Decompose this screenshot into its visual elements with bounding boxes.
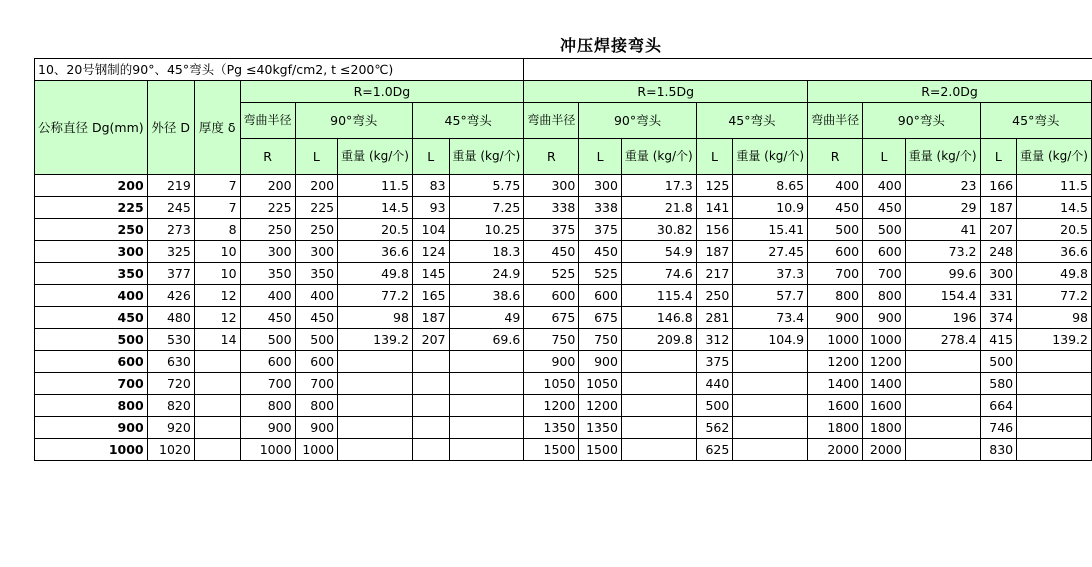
table-row: [35, 329, 1092, 351]
table-cell: 375: [696, 351, 733, 373]
header-r: R: [240, 139, 295, 175]
table-cell: 400: [240, 285, 295, 307]
header-dn: 公称直径 Dg(mm): [35, 81, 148, 175]
table-cell: 281: [696, 307, 733, 329]
table-cell: 10: [194, 263, 240, 285]
table-cell: 350: [295, 263, 338, 285]
table-cell: 17.3: [621, 175, 696, 197]
table-cell: 187: [980, 197, 1017, 219]
table-row: [35, 219, 1092, 241]
header-elbow45: 45°弯头: [412, 103, 523, 139]
table-cell: 415: [980, 329, 1017, 351]
table-row: [35, 439, 1092, 461]
table-cell: [905, 395, 980, 417]
table-cell: 600: [579, 285, 622, 307]
table-cell: 217: [696, 263, 733, 285]
table-cell: 1350: [579, 417, 622, 439]
table-cell: 525: [579, 263, 622, 285]
table-cell: 115.4: [621, 285, 696, 307]
header-od: 外径 D: [147, 81, 194, 175]
table-cell: [449, 417, 524, 439]
header-l: L: [980, 139, 1017, 175]
table-cell: 300: [295, 241, 338, 263]
table-cell: 250: [240, 219, 295, 241]
row-dn-cell: 450: [35, 307, 148, 329]
table-row: [35, 373, 1092, 395]
header-r: R: [808, 139, 863, 175]
table-cell: [412, 373, 449, 395]
table-cell: 125: [696, 175, 733, 197]
table-cell: 530: [147, 329, 194, 351]
table-cell: 141: [696, 197, 733, 219]
table-cell: 920: [147, 417, 194, 439]
table-cell: 900: [579, 351, 622, 373]
table-cell: 1000: [808, 329, 863, 351]
table-cell: [1017, 439, 1092, 461]
table-cell: 600: [863, 241, 906, 263]
table-cell: [621, 351, 696, 373]
table-cell: [621, 373, 696, 395]
table-cell: 500: [863, 219, 906, 241]
table-cell: [1017, 417, 1092, 439]
table-cell: 625: [696, 439, 733, 461]
table-cell: 248: [980, 241, 1017, 263]
row-dn-cell: 800: [35, 395, 148, 417]
row-dn-cell: 225: [35, 197, 148, 219]
table-row: [35, 263, 1092, 285]
elbow-spec-table: [34, 58, 1092, 461]
table-cell: [733, 439, 808, 461]
table-cell: 73.2: [905, 241, 980, 263]
header-elbow45: 45°弯头: [696, 103, 807, 139]
table-cell: 300: [240, 241, 295, 263]
table-cell: [194, 351, 240, 373]
table-cell: 377: [147, 263, 194, 285]
table-cell: 36.6: [338, 241, 413, 263]
table-cell: 338: [579, 197, 622, 219]
table-cell: 500: [240, 329, 295, 351]
table-cell: 500: [980, 351, 1017, 373]
table-cell: 74.6: [621, 263, 696, 285]
table-row: [35, 417, 1092, 439]
header-row-1: [35, 81, 1092, 103]
elbow-table-container: [34, 58, 1092, 461]
table-cell: 250: [295, 219, 338, 241]
table-cell: 450: [524, 241, 579, 263]
table-cell: [905, 439, 980, 461]
table-cell: 562: [696, 417, 733, 439]
table-cell: 820: [147, 395, 194, 417]
table-cell: [412, 395, 449, 417]
table-cell: 1200: [579, 395, 622, 417]
table-cell: [412, 439, 449, 461]
table-cell: 30.82: [621, 219, 696, 241]
table-cell: 1600: [863, 395, 906, 417]
table-cell: [412, 417, 449, 439]
table-cell: 312: [696, 329, 733, 351]
header-bend-radius: 弯曲半径: [240, 103, 295, 139]
table-row: [35, 197, 1092, 219]
table-body: [35, 59, 1092, 461]
table-cell: [449, 395, 524, 417]
table-cell: [338, 417, 413, 439]
table-cell: 41: [905, 219, 980, 241]
table-cell: 209.8: [621, 329, 696, 351]
table-cell: 11.5: [1017, 175, 1092, 197]
table-cell: 400: [808, 175, 863, 197]
table-cell: 187: [696, 241, 733, 263]
table-cell: 900: [863, 307, 906, 329]
table-cell: 8.65: [733, 175, 808, 197]
table-cell: 350: [240, 263, 295, 285]
note-row-blank: [524, 59, 1092, 81]
table-cell: [621, 395, 696, 417]
table-cell: 450: [808, 197, 863, 219]
table-cell: 20.5: [1017, 219, 1092, 241]
header-l: L: [863, 139, 906, 175]
table-cell: 49.8: [1017, 263, 1092, 285]
table-cell: 166: [980, 175, 1017, 197]
table-cell: 139.2: [1017, 329, 1092, 351]
table-cell: 1000: [863, 329, 906, 351]
table-cell: 165: [412, 285, 449, 307]
table-cell: 124: [412, 241, 449, 263]
table-cell: [905, 351, 980, 373]
table-cell: [1017, 351, 1092, 373]
row-dn-cell: 350: [35, 263, 148, 285]
table-cell: [338, 439, 413, 461]
table-cell: 154.4: [905, 285, 980, 307]
table-row: [35, 395, 1092, 417]
table-cell: 450: [863, 197, 906, 219]
table-cell: 77.2: [1017, 285, 1092, 307]
row-dn-cell: 900: [35, 417, 148, 439]
table-cell: 900: [295, 417, 338, 439]
header-group-r20: R=2.0Dg: [808, 81, 1092, 103]
table-cell: 27.45: [733, 241, 808, 263]
row-dn-cell: 500: [35, 329, 148, 351]
table-cell: 1050: [524, 373, 579, 395]
table-cell: 54.9: [621, 241, 696, 263]
header-elbow90: 90°弯头: [295, 103, 412, 139]
header-group-r10: R=1.0Dg: [240, 81, 524, 103]
table-cell: 83: [412, 175, 449, 197]
table-cell: 500: [295, 329, 338, 351]
table-cell: 800: [863, 285, 906, 307]
table-cell: 800: [295, 395, 338, 417]
table-cell: 225: [240, 197, 295, 219]
table-cell: 830: [980, 439, 1017, 461]
table-cell: 29: [905, 197, 980, 219]
table-cell: 375: [524, 219, 579, 241]
table-cell: 1350: [524, 417, 579, 439]
table-cell: 23: [905, 175, 980, 197]
header-l: L: [579, 139, 622, 175]
table-cell: 250: [696, 285, 733, 307]
table-cell: 1600: [808, 395, 863, 417]
table-cell: 104.9: [733, 329, 808, 351]
table-cell: 1400: [808, 373, 863, 395]
table-cell: 145: [412, 263, 449, 285]
table-cell: 400: [295, 285, 338, 307]
table-cell: 500: [808, 219, 863, 241]
table-cell: 273: [147, 219, 194, 241]
table-cell: [621, 439, 696, 461]
table-cell: 525: [524, 263, 579, 285]
table-cell: 69.6: [449, 329, 524, 351]
header-weight: 重量 (kg/个): [1017, 139, 1092, 175]
table-cell: 93: [412, 197, 449, 219]
table-cell: 630: [147, 351, 194, 373]
table-cell: 1500: [524, 439, 579, 461]
table-cell: 1400: [863, 373, 906, 395]
table-cell: [338, 373, 413, 395]
table-cell: 1050: [579, 373, 622, 395]
header-elbow45: 45°弯头: [980, 103, 1091, 139]
row-dn-cell: 200: [35, 175, 148, 197]
table-cell: 7: [194, 197, 240, 219]
table-cell: [194, 417, 240, 439]
table-cell: 200: [295, 175, 338, 197]
table-cell: 156: [696, 219, 733, 241]
table-cell: 750: [579, 329, 622, 351]
table-cell: 1200: [863, 351, 906, 373]
header-elbow90: 90°弯头: [863, 103, 980, 139]
table-cell: 300: [980, 263, 1017, 285]
table-cell: 675: [524, 307, 579, 329]
table-cell: 1800: [808, 417, 863, 439]
table-cell: 98: [338, 307, 413, 329]
table-cell: 15.41: [733, 219, 808, 241]
table-cell: 200: [240, 175, 295, 197]
header-weight: 重量 (kg/个): [449, 139, 524, 175]
row-dn-cell: 1000: [35, 439, 148, 461]
table-cell: 21.8: [621, 197, 696, 219]
table-cell: [905, 417, 980, 439]
table-cell: 10: [194, 241, 240, 263]
table-cell: 1200: [808, 351, 863, 373]
table-cell: 12: [194, 307, 240, 329]
table-cell: 480: [147, 307, 194, 329]
table-cell: 1000: [240, 439, 295, 461]
table-cell: 325: [147, 241, 194, 263]
table-cell: 14.5: [338, 197, 413, 219]
table-cell: 139.2: [338, 329, 413, 351]
table-cell: 600: [240, 351, 295, 373]
table-cell: 24.9: [449, 263, 524, 285]
table-row: [35, 175, 1092, 197]
table-cell: 219: [147, 175, 194, 197]
table-cell: [733, 373, 808, 395]
row-dn-cell: 700: [35, 373, 148, 395]
table-cell: 99.6: [905, 263, 980, 285]
table-cell: 77.2: [338, 285, 413, 307]
table-cell: 278.4: [905, 329, 980, 351]
table-cell: 450: [579, 241, 622, 263]
header-l: L: [696, 139, 733, 175]
table-cell: 1800: [863, 417, 906, 439]
header-l: L: [412, 139, 449, 175]
table-cell: 720: [147, 373, 194, 395]
table-cell: 146.8: [621, 307, 696, 329]
table-cell: [1017, 395, 1092, 417]
table-cell: 18.3: [449, 241, 524, 263]
note-row: [35, 59, 1092, 81]
table-cell: [733, 395, 808, 417]
table-cell: 245: [147, 197, 194, 219]
table-cell: 187: [412, 307, 449, 329]
table-cell: 36.6: [1017, 241, 1092, 263]
header-weight: 重量 (kg/个): [621, 139, 696, 175]
table-cell: 14: [194, 329, 240, 351]
table-cell: [338, 395, 413, 417]
header-weight: 重量 (kg/个): [905, 139, 980, 175]
table-cell: 2000: [863, 439, 906, 461]
table-cell: 12: [194, 285, 240, 307]
table-cell: [1017, 373, 1092, 395]
table-cell: 20.5: [338, 219, 413, 241]
table-cell: 73.4: [733, 307, 808, 329]
table-cell: 104: [412, 219, 449, 241]
table-cell: 300: [579, 175, 622, 197]
table-cell: 400: [863, 175, 906, 197]
table-row: [35, 351, 1092, 373]
table-cell: 450: [240, 307, 295, 329]
table-note: 10、20号钢制的90°、45°弯头（Pg ≤40kgf/cm2, t ≤200℃): [35, 59, 524, 81]
row-dn-cell: 400: [35, 285, 148, 307]
header-bend-radius: 弯曲半径: [808, 103, 863, 139]
table-cell: 331: [980, 285, 1017, 307]
table-cell: 675: [579, 307, 622, 329]
table-cell: 440: [696, 373, 733, 395]
table-cell: 450: [295, 307, 338, 329]
table-cell: 374: [980, 307, 1017, 329]
table-row: [35, 241, 1092, 263]
table-cell: 580: [980, 373, 1017, 395]
table-cell: 700: [295, 373, 338, 395]
table-cell: 375: [579, 219, 622, 241]
header-weight: 重量 (kg/个): [338, 139, 413, 175]
table-cell: 1000: [295, 439, 338, 461]
table-cell: 207: [412, 329, 449, 351]
table-row: [35, 307, 1092, 329]
table-cell: 37.3: [733, 263, 808, 285]
table-cell: 700: [808, 263, 863, 285]
header-elbow90: 90°弯头: [579, 103, 696, 139]
table-cell: 207: [980, 219, 1017, 241]
table-cell: [449, 439, 524, 461]
table-cell: [338, 351, 413, 373]
table-cell: 57.7: [733, 285, 808, 307]
table-cell: 196: [905, 307, 980, 329]
page-title: 冲压焊接弯头: [559, 36, 662, 55]
table-cell: 14.5: [1017, 197, 1092, 219]
header-group-r15: R=1.5Dg: [524, 81, 808, 103]
table-cell: [733, 351, 808, 373]
table-cell: [194, 439, 240, 461]
table-cell: 38.6: [449, 285, 524, 307]
table-cell: 7.25: [449, 197, 524, 219]
table-cell: 600: [808, 241, 863, 263]
table-cell: 664: [980, 395, 1017, 417]
table-cell: 746: [980, 417, 1017, 439]
row-dn-cell: 600: [35, 351, 148, 373]
table-cell: 800: [240, 395, 295, 417]
header-thickness: 厚度 δ: [194, 81, 240, 175]
table-cell: 8: [194, 219, 240, 241]
table-cell: 10.25: [449, 219, 524, 241]
table-cell: [194, 373, 240, 395]
table-cell: [905, 373, 980, 395]
table-cell: 1500: [579, 439, 622, 461]
table-cell: 900: [240, 417, 295, 439]
table-cell: 300: [524, 175, 579, 197]
table-cell: 49.8: [338, 263, 413, 285]
table-cell: 600: [524, 285, 579, 307]
table-cell: 5.75: [449, 175, 524, 197]
table-cell: 700: [863, 263, 906, 285]
table-cell: [194, 395, 240, 417]
table-cell: 49: [449, 307, 524, 329]
table-cell: 750: [524, 329, 579, 351]
table-cell: 900: [808, 307, 863, 329]
row-dn-cell: 300: [35, 241, 148, 263]
table-cell: 600: [295, 351, 338, 373]
table-cell: [412, 351, 449, 373]
table-cell: 98: [1017, 307, 1092, 329]
table-cell: 338: [524, 197, 579, 219]
table-cell: 2000: [808, 439, 863, 461]
table-row: [35, 285, 1092, 307]
table-cell: 900: [524, 351, 579, 373]
table-cell: [449, 351, 524, 373]
table-cell: 11.5: [338, 175, 413, 197]
table-cell: 10.9: [733, 197, 808, 219]
table-cell: 500: [696, 395, 733, 417]
table-cell: [733, 417, 808, 439]
table-cell: 1020: [147, 439, 194, 461]
table-cell: 1200: [524, 395, 579, 417]
header-r: R: [524, 139, 579, 175]
table-cell: 700: [240, 373, 295, 395]
table-cell: 800: [808, 285, 863, 307]
header-bend-radius: 弯曲半径: [524, 103, 579, 139]
table-cell: [621, 417, 696, 439]
table-cell: [449, 373, 524, 395]
header-weight: 重量 (kg/个): [733, 139, 808, 175]
table-cell: 7: [194, 175, 240, 197]
table-cell: 426: [147, 285, 194, 307]
row-dn-cell: 250: [35, 219, 148, 241]
table-cell: 225: [295, 197, 338, 219]
header-l: L: [295, 139, 338, 175]
